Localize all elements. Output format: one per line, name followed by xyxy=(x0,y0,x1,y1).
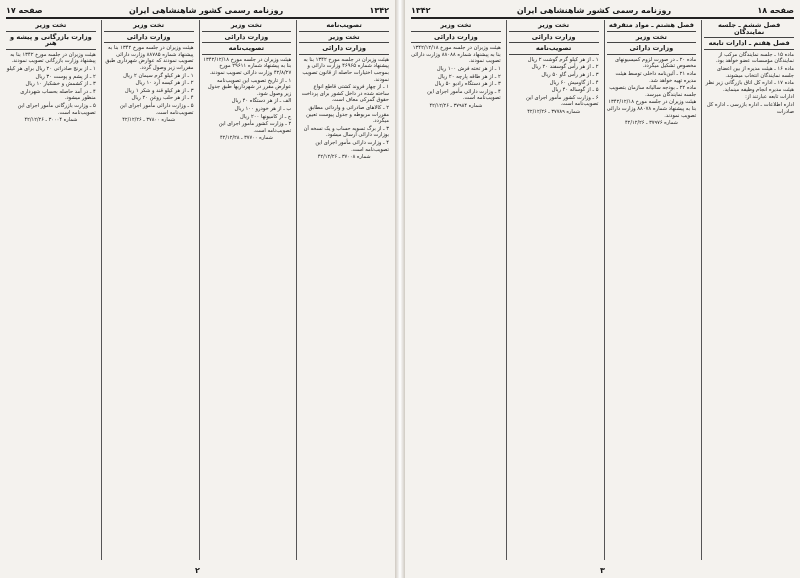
body-paragraph: الف ـ از هر دستگاه ۴۰ ریال xyxy=(231,98,292,105)
document-number: شماره ۳۷۹۷۶ ـ ۴۲/۱۲/۲۶ xyxy=(624,120,678,127)
divider xyxy=(202,42,292,43)
column xyxy=(4,20,98,560)
body-paragraph: ۲ ـ وزارت کشور مأمور اجرای این تصویب‌نامه است. xyxy=(218,121,292,134)
body-paragraph: ۲ ـ از هر طاقه پارچه ۲۰ ریال xyxy=(437,73,501,80)
divider xyxy=(704,49,794,50)
document-number: شماره ۳۰۰۰۴ ـ ۴۲/۱۲/۲۶ xyxy=(24,117,78,124)
body-paragraph: اداره اطلاعات ـ اداره بازرسی ـ اداره کل صادرات xyxy=(706,101,794,115)
document-number: شماره ۳۷۷۰۰ ـ ۴۲/۱۲/۲۸ xyxy=(219,135,273,142)
divider xyxy=(607,31,697,32)
divider xyxy=(607,54,697,55)
body-paragraph: ماده ۱۶ ـ هیئت مدیره از بین اعضای جلسه نمایندگان انتخاب میشوند. xyxy=(716,65,794,79)
columns xyxy=(409,20,796,560)
body-paragraph: ۱ ـ از تاریخ تصویب این تصویب‌نامه عوارض مقرر در شهرداریها طبق جدول زیر وصول شود. xyxy=(207,77,292,97)
body-paragraph: ۵ ـ وزارت بازرگانی مأمور اجرای این تصویب‌نامه است. xyxy=(17,102,96,116)
divider xyxy=(411,31,501,32)
columns xyxy=(4,20,391,560)
newspaper-title: روزنامه رسمی کشور شاهنشاهی ایران xyxy=(516,5,672,15)
body-paragraph: هیئت وزیران در جلسه مورخ ۱۳۴۲ بنا به پیشنهاد شماره ۴۶۹۶۵ وزارت دارائی و بموجب اختیارات حاصله از قانون تصویب نمودند. xyxy=(302,56,389,83)
body-paragraph: ج ـ از کامیونها ۲۰۰ ریال xyxy=(240,113,292,120)
body-paragraph: ماده ۱۵ ـ جلسه نمایندگان مرکب از نمایندگان مؤسسات عضو خواهد بود. xyxy=(715,51,794,65)
body-paragraph: ماده ۲۲ ـ بودجه سالیانه سازمان بتصویب جلسه نمایندگان میرسد. xyxy=(609,85,697,98)
body-paragraph: ماده ۲۱ ـ آئین‌نامه داخلی توسط هیئت مدیره تهیه خواهد شد. xyxy=(615,70,697,84)
divider xyxy=(104,42,194,43)
body-paragraph: ۴ ـ از گاومیش ۶۰ ریال xyxy=(549,79,599,86)
divider xyxy=(299,42,389,43)
column xyxy=(296,20,391,560)
divider xyxy=(104,31,194,32)
section-heading: وزارت دارائی xyxy=(434,32,478,41)
column xyxy=(199,20,294,560)
body-paragraph: ادارات تابعه عبارتند از: xyxy=(745,94,794,101)
section-heading: وزارت دارائی xyxy=(126,32,171,41)
divider xyxy=(607,42,697,43)
left-page xyxy=(0,0,395,578)
divider xyxy=(299,31,389,32)
body-paragraph: ۱ ـ از هر کیلو گرم گوشت ۲ ریال xyxy=(527,56,599,63)
section-heading: تخت وزیر xyxy=(328,32,360,41)
column xyxy=(604,20,699,560)
body-paragraph: ۳ ـ از هر کیلو قند و شکر ۱ ریال xyxy=(124,87,194,94)
section-heading: فصل هشتم ـ مواد متفرقه xyxy=(608,21,694,29)
book-gutter xyxy=(395,0,405,578)
document-number: شماره ۳۷۹۸۴ ـ ۴۲/۱۲/۲۶ xyxy=(429,102,483,109)
section-heading: تصویب‌نامه xyxy=(535,44,572,53)
body-paragraph: ۴ ـ وزارت دارائی مأمور اجرای این تصویب‌نامه است. xyxy=(427,88,501,102)
issue-date: ۱۳۴۲ xyxy=(411,5,431,15)
body-paragraph: ۲ ـ از پشم و پوست ۳۰ ریال xyxy=(35,73,96,80)
body-paragraph: ۴ ـ در آمد حاصله بحساب شهرداری منظور میشود. xyxy=(20,88,96,102)
section-heading: تخت وزیر xyxy=(538,21,570,29)
body-paragraph: ماده ۲۰ ـ در صورت لزوم کمیسیونهای مخصوص تشکیل میگردد. xyxy=(615,56,697,70)
page-number: صفحه ۱۸ xyxy=(757,5,794,15)
newspaper-title: روزنامه رسمی کشور شاهنشاهی ایران xyxy=(128,5,284,15)
body-paragraph: ۱ ـ از چهار فروند کشتی قاطع انواع ساخته شده در داخل کشور برای پرداخت حقوق گمرکی معاف است. xyxy=(301,84,389,104)
right-page xyxy=(405,0,800,578)
body-paragraph: هیئت وزیران در جلسه مورخ ۱۳۴۲ بنا به پیشنهاد وزارت بازرگانی تصویب نمودند. xyxy=(10,51,96,65)
body-paragraph: ۱ ـ از هر کیلو گرم سیمان ۲ ریال xyxy=(123,72,194,79)
section-heading: تصویب‌نامه xyxy=(326,21,362,29)
section-heading: وزارت بازرگانی و پیشه و هنر xyxy=(9,32,92,48)
section-heading: تخت وزیر xyxy=(440,21,472,29)
body-paragraph: ۵ ـ از گوساله ۴۰ ریال xyxy=(551,87,599,94)
section-heading: تخت وزیر xyxy=(635,32,667,41)
column xyxy=(101,20,196,560)
body-paragraph: ۴ ـ وزارت دارائی مأمور اجرای این تصویب‌نامه است. xyxy=(315,139,389,153)
divider xyxy=(411,42,501,43)
body-paragraph: هیئت وزیران در جلسه مورخ ۱۳۴۲/۱۲/۱۸ بنا به پیشنهاد شماره ۸۸۰۷۸ وزارت دارائی تصویب نمودند. xyxy=(606,99,697,119)
body-paragraph: هیئت وزیران در جلسه مورخ ۱۳۴۲/۱۲/۱۸ بنا به پیشنهاد شماره ۸۸۰۸۸ وزارت دارائی تصویب نمودند. xyxy=(411,45,501,65)
body-paragraph: ماده ۱۷ ـ اداره کل اتاق بازرگانی زیر نظر هیئت مدیره انجام وظیفه مینماید. xyxy=(705,80,794,93)
section-heading: تخت وزیر xyxy=(133,21,165,29)
body-paragraph: ب ـ از هر خودرو ۱۰۰ ریال xyxy=(234,105,292,112)
document-number: شماره ۳۷۸۰۰ ـ ۴۲/۱۲/۲۶ xyxy=(122,117,176,124)
divider xyxy=(6,31,96,32)
page-header xyxy=(6,3,389,19)
page-footer: ۲ xyxy=(195,566,200,575)
page-header xyxy=(411,3,794,19)
section-heading: وزارت دارائی xyxy=(629,44,674,53)
section-heading: وزارت دارائی xyxy=(322,44,366,53)
section-heading: فصل هفتم ـ ادارات تابعه xyxy=(708,39,790,48)
column xyxy=(409,20,503,560)
divider xyxy=(299,54,389,55)
issue-date: ۱۳۴۲ xyxy=(369,5,389,15)
section-heading: تخت وزیر xyxy=(230,21,262,29)
body-paragraph: ۳ ـ از کشمش و خشکبار ۱۰ ریال xyxy=(25,81,96,88)
body-paragraph: ۲ ـ از هر کیسه آرد ۱۰ ریال xyxy=(135,80,194,87)
divider xyxy=(509,54,599,55)
divider xyxy=(202,54,292,55)
section-heading: تصویب‌نامه xyxy=(228,44,265,53)
body-paragraph: ۵ ـ وزارت دارائی مأمور اجرای این تصویب‌نامه است. xyxy=(119,102,194,116)
body-paragraph: ۱ ـ از هر تخته فرش ۱۰۰ ریال xyxy=(436,65,501,72)
section-heading: وزارت دارائی xyxy=(224,32,269,41)
divider xyxy=(509,42,599,43)
document-number: شماره ۳۷۰۰۸ ـ ۴۲/۱۲/۲۶ xyxy=(317,154,371,161)
page-footer: ۳ xyxy=(600,566,605,575)
section-heading: تخت وزیر xyxy=(35,21,67,29)
column xyxy=(701,20,796,560)
divider xyxy=(202,31,292,32)
section-heading: فصل ششم ـ جلسه نمایندگان xyxy=(717,21,781,36)
page-number: صفحه ۱۷ xyxy=(6,5,43,15)
body-paragraph: ۳ ـ از هر دستگاه رادیو ۵۰ ریال xyxy=(434,81,501,88)
section-heading: وزارت دارائی xyxy=(531,32,576,41)
body-paragraph: هیئت وزیران در جلسه مورخ ۱۳۴۲/۱۲/۱۸ بنا به پیشنهاد شماره ۲۹۶۱۱ مورخ ۴۲/۸/۲۷ وزارت دارائی تصویب نمودند. xyxy=(203,56,292,76)
body-paragraph: ۶ ـ وزارت کشور مأمور اجرای این تصویب‌نامه است. xyxy=(525,94,599,108)
document-number: شماره ۳۷۷۸۹ ـ ۴۲/۱۲/۲۶ xyxy=(527,108,581,115)
body-paragraph: ۲ ـ از هر رأس گوسفند ۲۰ ریال xyxy=(531,64,599,71)
column xyxy=(506,20,601,560)
divider xyxy=(704,37,794,38)
body-paragraph: ۲ ـ کالاهای صادراتی و وارداتی مطابق مقررات مربوطه و جدول پیوست تعیین میگردد. xyxy=(306,104,389,125)
body-paragraph: ۳ ـ از برگ تسویه حساب و یک نسخه آن بوزارت دارائی ارسال میشود. xyxy=(303,125,389,139)
body-paragraph: ۳ ـ از هر رأس گاو ۵۰ ریال xyxy=(541,71,599,78)
divider xyxy=(6,49,96,50)
divider xyxy=(509,31,599,32)
body-paragraph: ۴ ـ از هر حلب روغن ۲۰ ریال xyxy=(131,95,194,102)
body-paragraph: هیئت وزیران در جلسه مورخ ۱۳۴۲ بنا به پیشنهاد شماره ۸۸۷۸۵ وزارت دارائی تصویب نمودند که عوارض شهرداری طبق مقررات زیر وصول گردد. xyxy=(105,45,194,71)
body-paragraph: ۱ ـ از برنج صادراتی ۲۰ ریال برای هر کیلو xyxy=(6,65,96,72)
